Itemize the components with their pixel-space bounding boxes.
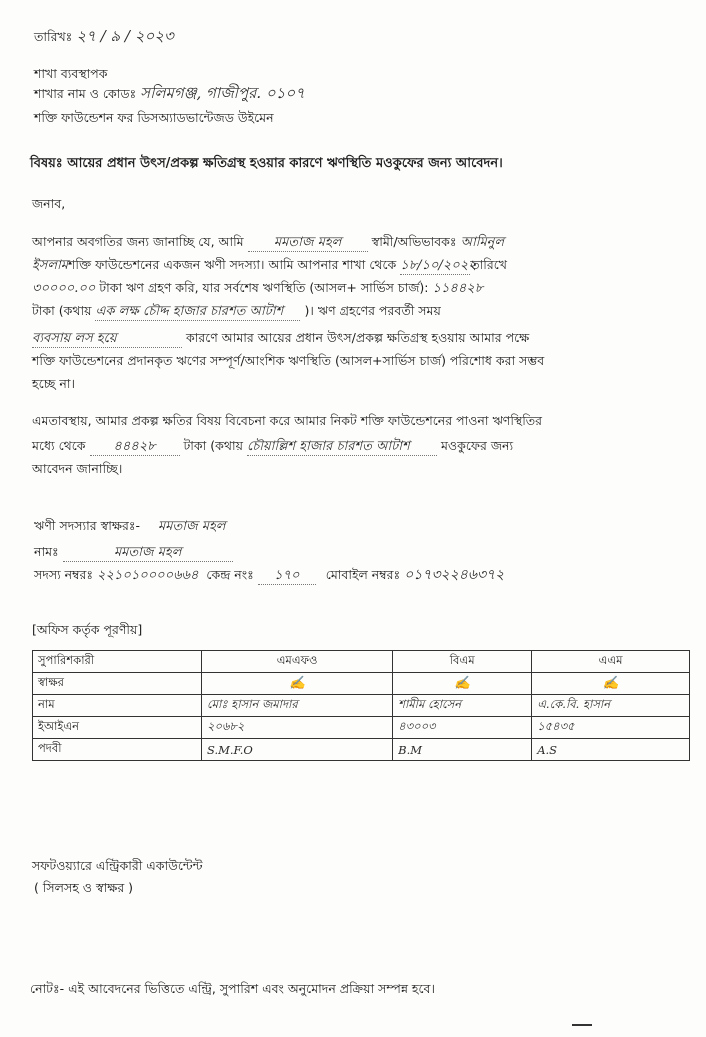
entry-sign: ( সিলসহ ও স্বাক্ষর ): [34, 880, 134, 895]
member-signature-label: ঋণী সদস্যার স্বাক্ষরঃ-: [34, 518, 141, 533]
para1-line5: [32, 330, 529, 348]
center-label: কেন্দ্র নংঃ: [206, 567, 254, 582]
subject-line: বিষয়ঃ আয়ের প্রধান উৎস/প্রকল্প ক্ষতিগ্রস্থ হওয়ার কারণে ঋণস্থিতি মওকুফের জন্য আবেদন।: [30, 156, 503, 171]
member-no-label: সদস্য নম্বরঃ: [34, 567, 94, 582]
member-no-value: ২২১০১০০০০৬৬৪: [97, 568, 199, 583]
loan-date-handwritten: ১৮/১০/২০২২: [400, 258, 477, 273]
office-designation-row: [33, 739, 690, 761]
member-name-label: নামঃ: [34, 544, 59, 559]
divider: [572, 1024, 592, 1026]
para1-text-d: তারিখে: [470, 257, 507, 272]
office-col-label: সুপারিশকারী: [33, 651, 202, 673]
bm-name: শামীম হোসেন: [393, 695, 532, 717]
office-name-row: [33, 695, 690, 717]
waive-amount-handwritten: ৪৪৪২৮: [113, 439, 156, 454]
branch-line: [34, 85, 305, 102]
branch-label: শাখার নাম ও কোডঃ: [34, 86, 137, 101]
member-details-line: [34, 567, 504, 585]
member-signature-line: [34, 518, 226, 535]
para1-line1: [32, 234, 504, 252]
para1-line4: [32, 303, 441, 321]
loan-amount-handwritten: ৩০০০০.০০: [32, 281, 96, 296]
date-label: তারিখঃ: [34, 29, 73, 44]
office-col-bm: বিএম: [393, 651, 532, 673]
para2-line2: [32, 438, 513, 456]
para1-text-g: )। ঋণ গ্রহণের পরবর্তী সময়: [304, 303, 441, 318]
branch-manager: শাখা ব্যবস্থাপক: [34, 66, 108, 81]
mfo-designation: S.M.F.O: [202, 739, 393, 761]
am-name: এ.কে.বি. হাসান: [532, 695, 690, 717]
mfo-signature: ✍: [202, 673, 393, 695]
branch-value: সলিমগঞ্জ, গাজীপুর. ০১০৭: [140, 84, 305, 102]
guardian-handwritten: আমিনুল: [460, 235, 505, 250]
balance-handwritten: ১১৪৪২৮: [432, 281, 484, 296]
table-row-label: নাম: [33, 695, 202, 717]
guardian-handwritten-2: ইসলাম: [32, 258, 69, 273]
office-col-am: এএম: [532, 651, 690, 673]
para1-text-e: টাকা ঋণ গ্রহণ করি, যার সর্বশেষ ঋণস্থিতি (আসল+ সার্ভিস চার্জ):: [99, 280, 429, 295]
bm-signature: ✍: [393, 673, 532, 695]
office-table: [32, 650, 690, 761]
note-line: নোটঃ- এই আবেদনের ভিত্তিতে এন্ট্রি, সুপারিশ এবং অনুমোদন প্রক্রিয়া সম্পন্ন হবে।: [30, 981, 435, 996]
para1-line3: [32, 280, 483, 297]
para2-text-b: মধ্যে থেকে: [32, 438, 86, 453]
salutation: জনাব,: [32, 196, 66, 211]
para1-text-a: আপনার অবগতির জন্য জানাচ্ছি যে, আমি: [32, 234, 244, 249]
waive-words-handwritten: চৌয়াল্লিশ হাজার চারশত আটাশ: [246, 439, 410, 454]
mobile-label: মোবাইল নম্বরঃ: [325, 567, 401, 582]
office-col-mfo: এমএফও: [202, 651, 393, 673]
table-row-label: স্বাক্ষর: [33, 673, 202, 695]
office-heading: [অফিস কর্তৃক পূরণীয়]: [32, 622, 143, 637]
para2-line3: আবেদন জানাচ্ছি।: [32, 461, 123, 476]
para2-text-c: টাকা (কথায়: [183, 438, 243, 453]
member-name-value: মমতাজ মহল: [113, 545, 182, 560]
mfo-ein: ২০৬৮২: [202, 717, 393, 739]
am-designation: A.S: [532, 739, 690, 761]
bm-designation: B.M: [393, 739, 532, 761]
para1-text-f: টাকা (কথায়: [32, 303, 92, 318]
date-line: [34, 28, 174, 45]
date-value: ২৭ / ৯ / ২০২৩: [76, 27, 174, 45]
reason-handwritten: ব্যবসায় লস হয়ে: [32, 331, 117, 346]
table-row-label: পদবী: [33, 739, 202, 761]
entry-officer: সফটওয়্যারে এন্ট্রিকারী একাউন্টেন্ট: [32, 858, 203, 873]
para1-text-h: কারণে আমার আয়ের প্রধান উৎস/প্রকল্প ক্ষতিগ্রস্থ হওয়ায় আমার পক্ষে: [185, 330, 530, 345]
para1-line7: হচ্ছে না।: [32, 376, 75, 391]
para1-text-c: শক্তি ফাউন্ডেশনের একজন ঋণী সদস্যা। আমি আপনার শাখা থেকে: [68, 257, 397, 272]
member-name-line: [34, 544, 233, 562]
office-header-row: [33, 651, 690, 673]
balance-words-handwritten: এক লক্ষ চৌদ্দ হাজার চারশত আটাশ: [95, 304, 284, 319]
member-name-handwritten: মমতাজ মহল: [273, 235, 342, 250]
bm-ein: ৪৩০০৩: [393, 717, 532, 739]
para2-text-d: মওকুফের জন্য: [440, 438, 514, 453]
am-signature: ✍: [532, 673, 690, 695]
para1-line6: শক্তি ফাউন্ডেশনের প্রদানকৃত ঋণের সম্পূর্ণ/আংশিক ঋণস্থিতি (আসল+সার্ভিস চার্জ) পরিশোধ করা সম্ভব: [32, 353, 545, 368]
member-signature-handwritten: মমতাজ মহল: [158, 519, 226, 534]
organization-name: শক্তি ফাউন্ডেশন ফর ডিসঅ্যাডভান্টেজড উইমেন: [34, 110, 274, 125]
center-value: ১৭০: [274, 568, 300, 583]
office-ein-row: [33, 717, 690, 739]
para2-line1: এমতাবস্থায়, আমার প্রকল্প ক্ষতির বিষয় বিবেচনা করে আমার নিকট শক্তি ফাউন্ডেশনের পাওনা ঋণস্থিতির: [32, 413, 543, 428]
mobile-value: ০১৭৩২২৪৬৩৭২: [404, 567, 505, 583]
mfo-name: মোঃ হাসান জমাদার: [202, 695, 393, 717]
para1-text-b: স্বামী/অভিভাবকঃ: [371, 234, 457, 249]
para1-line2: [32, 257, 507, 275]
table-row-label: ইআইএন: [33, 717, 202, 739]
am-ein: ১৫৪৩৫: [532, 717, 690, 739]
office-signature-row: [33, 673, 690, 695]
